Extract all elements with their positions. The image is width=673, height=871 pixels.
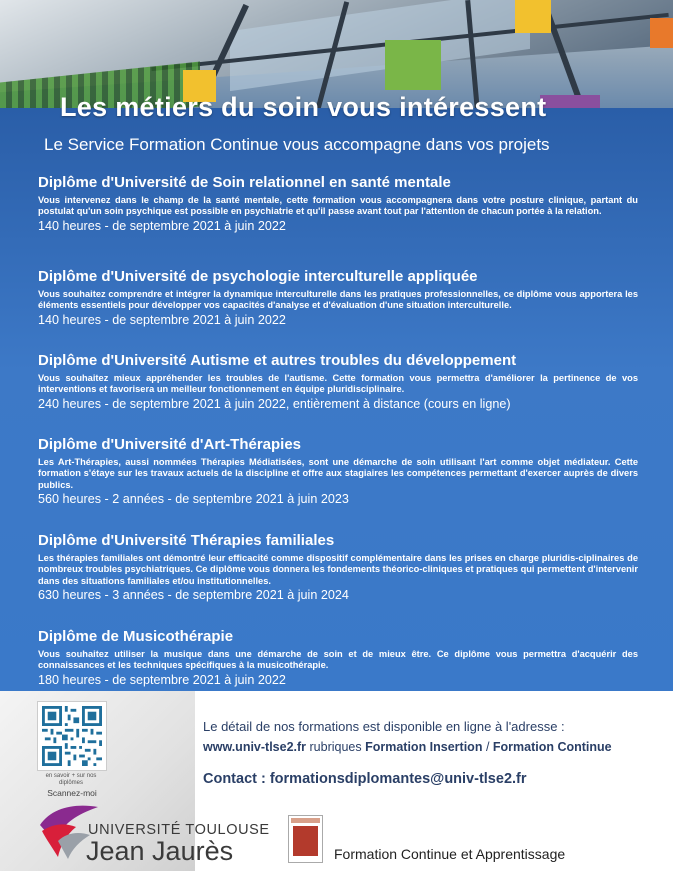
- program-art-therapies: [38, 436, 638, 506]
- program-psychologie-interculturelle: [38, 268, 638, 327]
- program-details: 140 heures - de septembre 2021 à juin 2022: [38, 312, 286, 327]
- website-link[interactable]: www.univ-tlse2.fr: [203, 740, 307, 754]
- decor-square-green: [385, 40, 441, 90]
- formation-insertion-link[interactable]: Formation Insertion: [365, 740, 483, 754]
- formation-continue-link[interactable]: Formation Continue: [492, 740, 612, 754]
- program-title: Diplôme d'Université d'Art-Thérapies: [38, 436, 302, 453]
- partner-badge: [288, 815, 323, 863]
- qr-code[interactable]: [37, 701, 107, 771]
- decor-square-yellow: [515, 0, 551, 33]
- program-title: Diplôme d'Université Autisme et autres troubles du développement: [38, 352, 517, 369]
- program-details: 240 heures - de septembre 2021 à juin 2022, entièrement à distance (cours en ligne): [38, 396, 511, 411]
- qr-scan-label: Scannez-moi: [47, 788, 97, 798]
- page-subtitle: Le Service Formation Continue vous accompagne dans vos projets: [44, 135, 550, 154]
- info-text: Le détail de nos formations est disponible en ligne à l'adresse :: [203, 719, 565, 734]
- program-soin-relationnel: [38, 174, 638, 233]
- program-title: Diplôme d'Université Thérapies familiales: [38, 532, 335, 549]
- info-links: www.univ-tlse2.fr rubriques Formation Insertion / Formation Continue: [203, 740, 612, 754]
- program-title: Diplôme de Musicothérapie: [38, 628, 234, 645]
- program-details: 560 heures - 2 années - de septembre 2021 à juin 2023: [38, 491, 349, 506]
- program-description: Les thérapies familiales ont démontré leur efficacité comme dispositif complémentaire dans les prises en charge pluridis-ciplinaires de nombreux troubles psychiatriques. Ce diplôme vous donnera les fondements théorico-cliniques et pratiques qui permettent d'intervenir dans des situations familiales et/ou institutionnelles.: [38, 553, 638, 586]
- qr-code-icon: [42, 706, 102, 766]
- program-details: 630 heures - 3 années - de septembre 2021 à juin 2024: [38, 587, 349, 602]
- tagline: Formation Continue et Apprentissage: [334, 846, 566, 862]
- program-title: Diplôme d'Université de Soin relationnel en santé mentale: [38, 174, 451, 191]
- program-description: Les Art-Thérapies, aussi nommées Thérapies Médiatisées, sont une démarche de soin utilisant l'art comme objet médiateur. Cette formation s'étaye sur les travaux actuels de la discipline et offre aux stagiaires les compétences permettant d'exercer auprès de divers publics.: [38, 457, 638, 490]
- program-details: 180 heures - de septembre 2021 à juin 2022: [38, 672, 286, 687]
- university-name-line2: Jean Jaurès: [86, 836, 234, 866]
- program-therapies-familiales: [38, 532, 638, 602]
- contact-email[interactable]: Contact : formationsdiplomantes@univ-tlse2.fr: [203, 771, 527, 787]
- program-title: Diplôme d'Université de psychologie interculturelle appliquée: [38, 268, 478, 285]
- program-description: Vous souhaitez comprendre et intégrer la dynamique interculturelle dans les pratiques professionnelles, ce diplôme vous apportera les éléments essentiels pour développer vos capacités d'analyse et d'évaluation d'une situation interculturelle.: [38, 289, 638, 311]
- qr-note: en savoir + sur nos diplômes: [45, 773, 97, 786]
- page-title: Les métiers du soin vous intéressent: [60, 92, 547, 122]
- program-details: 140 heures - de septembre 2021 à juin 2022: [38, 218, 286, 233]
- program-autisme: [38, 352, 638, 411]
- program-description: Vous intervenez dans le champ de la santé mentale, cette formation vous accompagnera dans votre posture clinique, partant du postulat qu'un soin psychique est possible en psychiatrie et qu'il passe avant tout par l'attention de chacun portée à la relation.: [38, 195, 638, 217]
- program-description: Vous souhaitez utiliser la musique dans une démarche de soin et de mieux être. Ce diplôme vous permettra d'acquérir des connaissances et les techniques spécifiques à la musicothérapie.: [38, 649, 638, 671]
- program-musicotherapie: [38, 628, 638, 687]
- program-description: Vous souhaitez mieux appréhender les troubles de l'autisme. Cette formation vous permettra d'améliorer la pertinence de vos interventions et favorisera un meilleur fonctionnement en équipe pluridisciplinaire.: [38, 373, 638, 395]
- decor-square-orange: [650, 18, 673, 48]
- university-name-line1: UNIVERSITÉ TOULOUSE: [88, 822, 270, 838]
